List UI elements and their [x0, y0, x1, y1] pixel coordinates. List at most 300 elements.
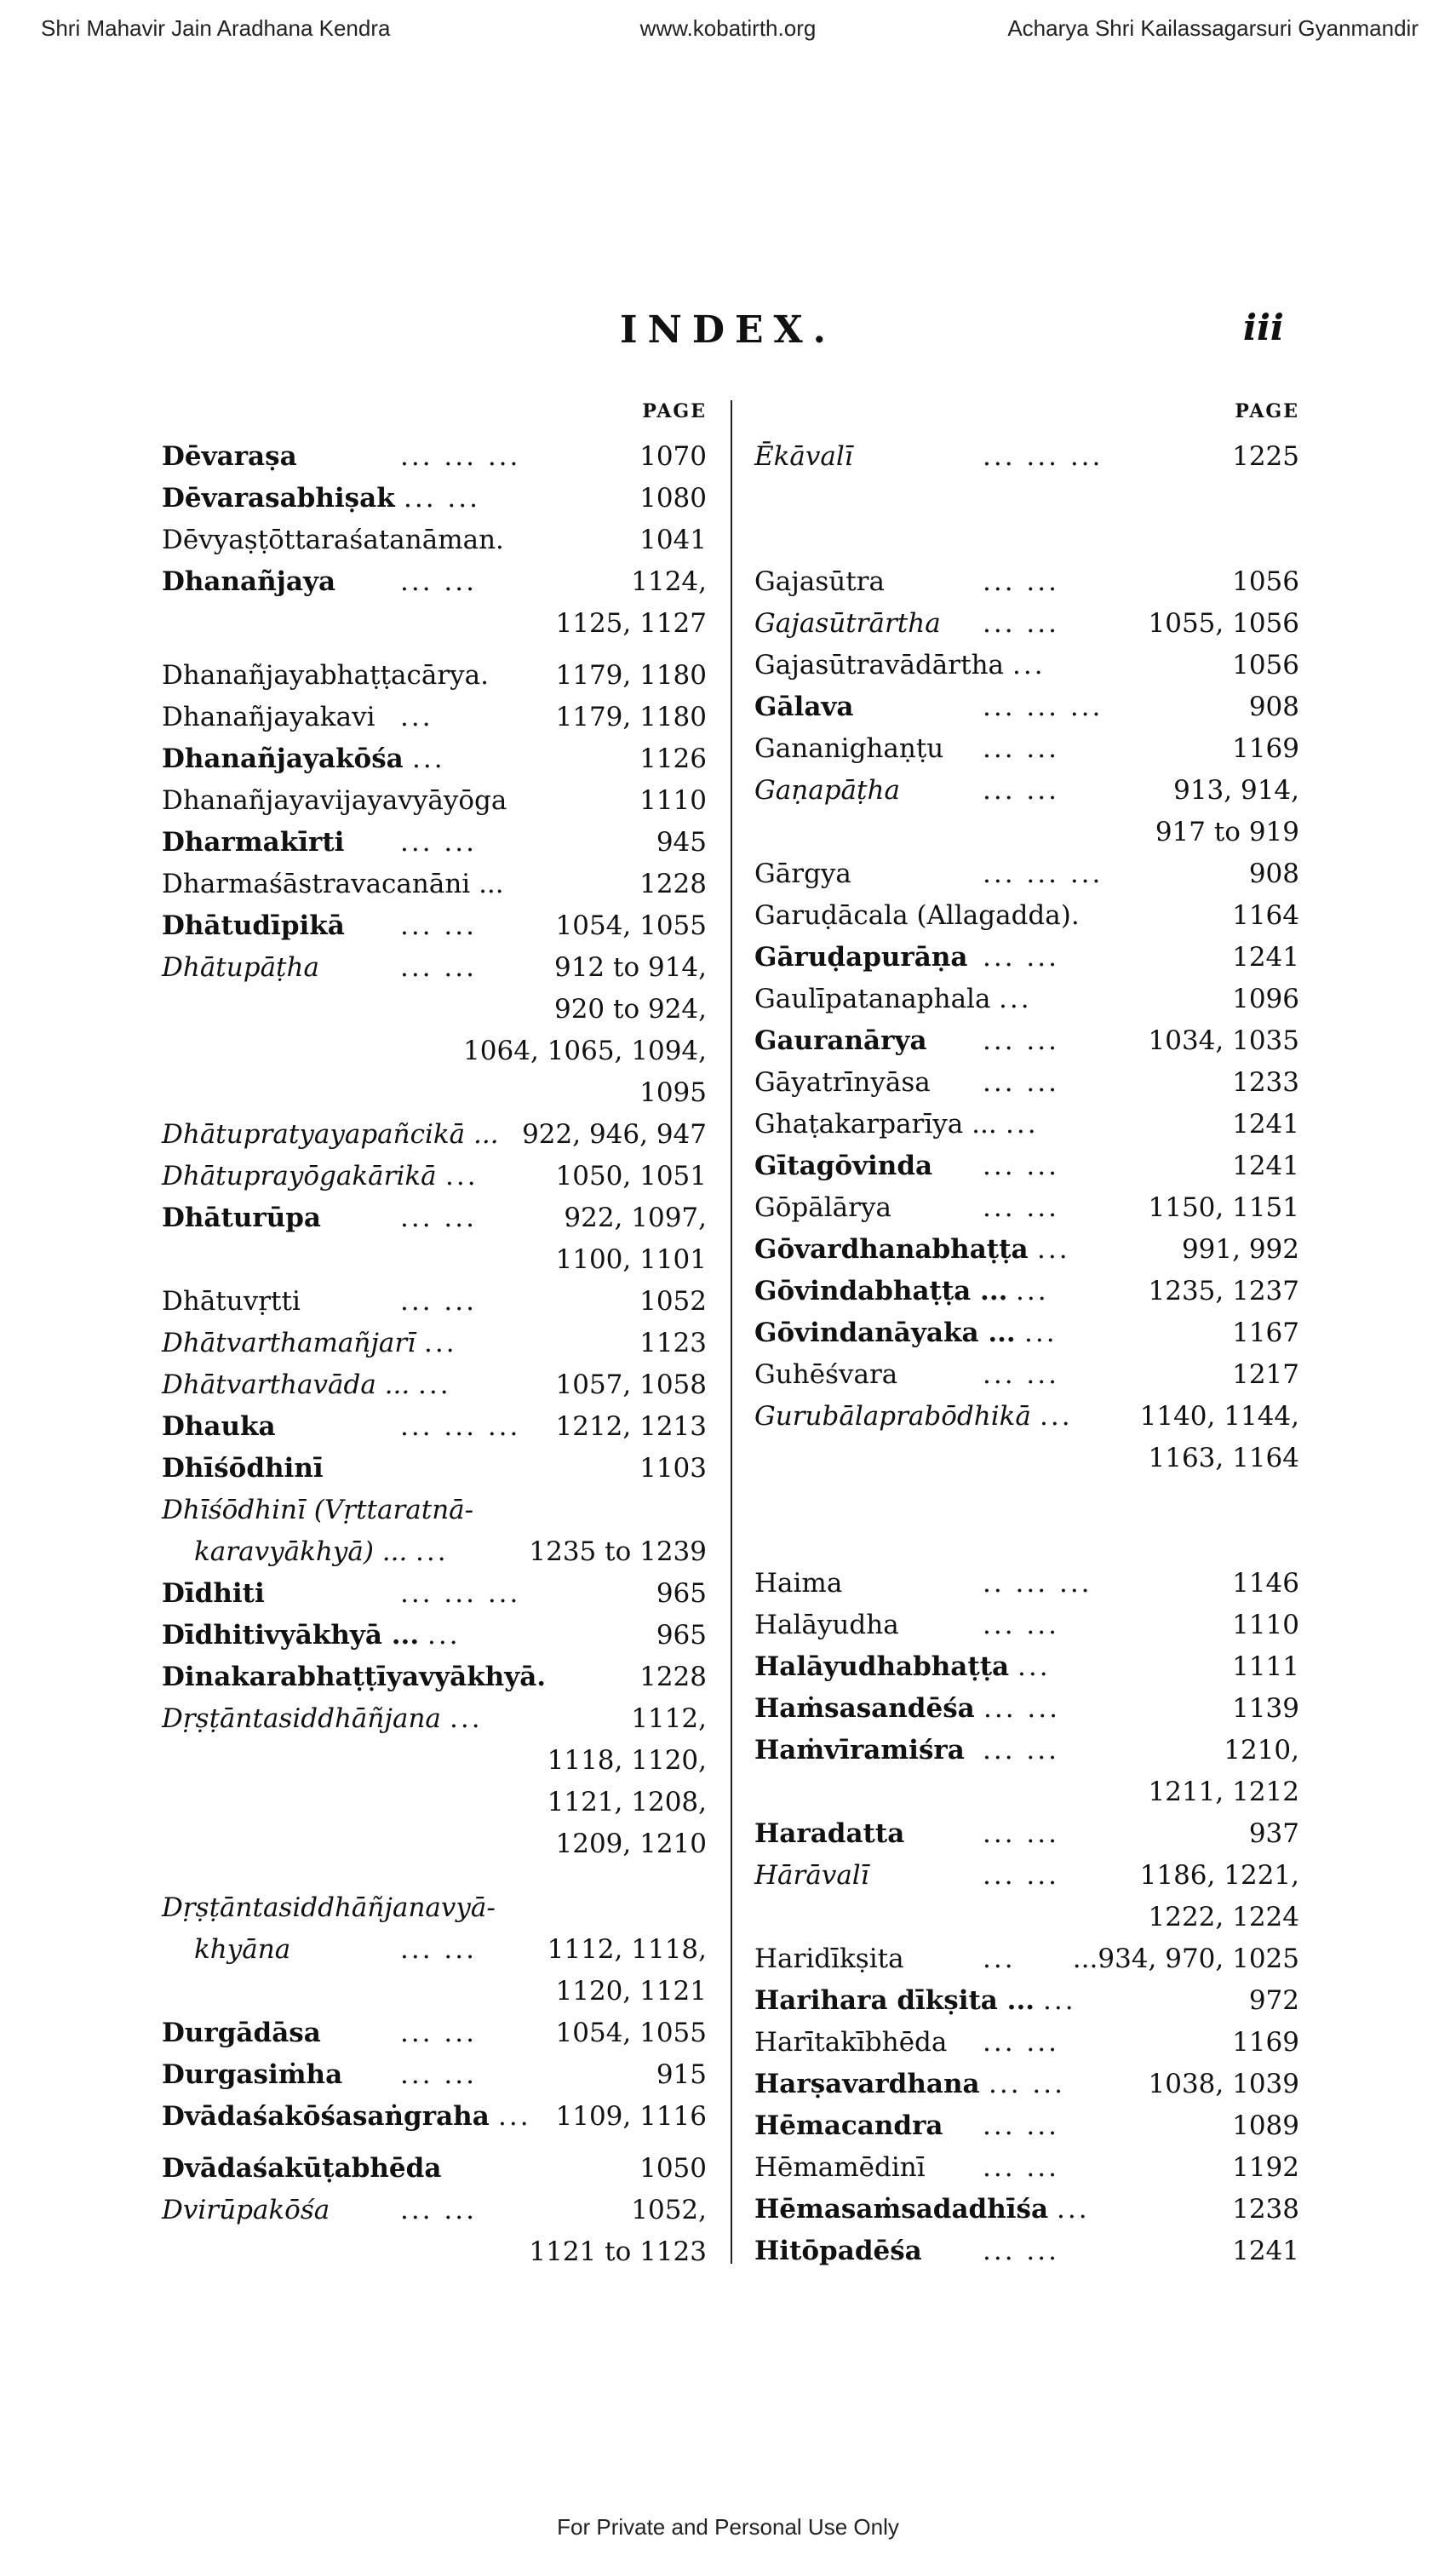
page-reference: 1121 to 1123: [529, 2236, 707, 2267]
index-entry: [162, 1698, 707, 1865]
page-references: [639, 864, 707, 905]
index-term: Dharmakīrti: [162, 827, 345, 858]
index-entry: [754, 603, 1299, 645]
page-references: [529, 1531, 707, 1573]
page-references: [639, 780, 707, 822]
leader-dots: ... ... ...: [983, 441, 1103, 472]
leader-dots: ... ...: [983, 1860, 1059, 1891]
index-term: Ghaṭakarparīya ...: [754, 1109, 997, 1140]
index-list-right: [754, 436, 1299, 2272]
index-entry: [754, 1229, 1299, 1271]
index-entry: [754, 1187, 1299, 1229]
page-reference: 1055, 1056: [1148, 608, 1299, 639]
page-reference: 1123: [639, 1328, 707, 1358]
index-term: Gāruḍapurāṇa: [754, 942, 968, 973]
page-reference: 1089: [1232, 2110, 1299, 2141]
leader-dots: ... ...: [983, 1735, 1059, 1766]
source-banner: [0, 12, 1456, 49]
index-entry: [162, 1448, 707, 1490]
page-references: [1232, 2022, 1299, 2064]
page-reference: 1211, 1212: [1148, 1777, 1299, 1807]
index-term: Dhanañjayabhaṭṭacārya.: [162, 660, 490, 691]
index-entry: [754, 728, 1299, 770]
page-references: [1232, 2231, 1299, 2272]
page-reference: 1241: [1232, 2236, 1299, 2266]
page-reference: 920 to 924,: [553, 994, 707, 1025]
index-entry: [162, 1197, 707, 1281]
page-reference: 1124,: [631, 566, 707, 597]
leader-dots: ...: [1024, 1318, 1058, 1348]
index-column-left: [162, 400, 707, 2273]
index-entry: [754, 2231, 1299, 2272]
index-term: Dṛṣṭāntasiddhāñjanavyā-: [162, 1892, 496, 1923]
index-term: Gurubālaprabōdhikā: [754, 1401, 1031, 1432]
page-references: [656, 822, 707, 864]
index-entry: [754, 2105, 1299, 2147]
page-reference: 1126: [639, 744, 707, 774]
leader-dots: ...: [424, 1328, 457, 1358]
index-term: Hēmamēdinī: [754, 2152, 926, 2183]
page-references: [1232, 1563, 1299, 1605]
leader-dots: ... ...: [400, 1203, 477, 1233]
index-entry: [162, 1929, 707, 2012]
index-entry: [754, 1020, 1299, 1062]
leader-dots: ... ...: [989, 2069, 1065, 2099]
page-reference: 1164: [1232, 900, 1299, 931]
page-reference: 1217: [1232, 1359, 1299, 1390]
page-reference: 1241: [1232, 942, 1299, 973]
page-column-heading: PAGE: [642, 400, 707, 422]
page-reference: 1179, 1180: [555, 702, 707, 732]
page-reference: 1052,: [631, 2195, 707, 2225]
index-term: Dhātudīpikā: [162, 910, 345, 941]
page-references: [1232, 937, 1299, 979]
index-entry: [162, 1364, 707, 1406]
leader-dots: ...: [1043, 1985, 1076, 2016]
index-term: Garuḍācala (Allagadda).: [754, 900, 1080, 931]
page-reference: 1057, 1058: [555, 1369, 707, 1400]
index-term: Ēkāvalī: [754, 441, 853, 472]
leader-dots: ...: [1040, 1401, 1073, 1432]
index-entry: [754, 561, 1299, 603]
index-entry: [754, 1104, 1299, 1145]
index-entry: [754, 1813, 1299, 1855]
page-reference: 1054, 1055: [555, 910, 707, 941]
index-entry: [162, 822, 707, 864]
index-entry: [162, 2096, 707, 2138]
index-term: Gītagōvinda: [754, 1151, 933, 1181]
page-references: [1155, 770, 1299, 853]
index-term: Dhātuprayōgakārikā: [162, 1161, 437, 1191]
index-term: Dīdhiti: [162, 1578, 265, 1609]
index-term: Gajasūtra: [754, 566, 885, 597]
index-entry: [162, 1323, 707, 1364]
page-references: [1249, 1980, 1299, 2022]
page-reference: 1139: [1232, 1693, 1299, 1724]
index-entry: [754, 1980, 1299, 2022]
index-term: Gālava: [754, 692, 854, 722]
index-entry: [754, 1563, 1299, 1605]
index-entry: [754, 436, 1299, 478]
page-reference: 1228: [639, 869, 707, 899]
page-reference: 1070: [639, 441, 707, 472]
leader-dots: ... ... ...: [983, 692, 1103, 722]
leader-dots: ... ...: [983, 1067, 1059, 1098]
leader-dots: ...: [1012, 650, 1046, 680]
page-reference: 922, 1097,: [564, 1203, 707, 1233]
page-references: [639, 436, 707, 478]
leader-dots: ... ...: [983, 733, 1059, 764]
page-reference: 908: [1248, 858, 1299, 889]
page-reference: 1120, 1121: [555, 1976, 707, 2007]
page-references: [1232, 561, 1299, 603]
page-number: iii: [1243, 307, 1284, 348]
index-entry: [754, 686, 1299, 728]
page-references: [656, 1615, 707, 1656]
index-entry: [162, 1531, 707, 1573]
index-entry: [754, 1688, 1299, 1730]
index-term: Halāyudhabhaṭṭa: [754, 1651, 1010, 1682]
page-reference: 1056: [1232, 650, 1299, 680]
page-reference: 1054, 1055: [555, 2018, 707, 2048]
leader-dots: ... ...: [983, 942, 1059, 973]
index-term: Harītakībhēda: [754, 2027, 948, 2058]
index-term: Dhīśōdhinī (Vṛttaratnā-: [162, 1495, 474, 1525]
page-reference: 1192: [1232, 2152, 1299, 2183]
leader-dots: ... ...: [983, 2236, 1059, 2266]
leader-dots: ... ...: [983, 2152, 1059, 2183]
index-term: Gajasūtrārtha: [754, 608, 941, 639]
page-references: [639, 478, 707, 520]
page-references: [1149, 1020, 1300, 1062]
index-term: Haradatta: [754, 1818, 905, 1849]
index-entry: [162, 697, 707, 738]
page-reference: 1146: [1232, 1568, 1299, 1599]
index-term: Dhanañjaya: [162, 566, 336, 597]
page-reference: 1038, 1039: [1148, 2069, 1299, 2099]
leader-dots: ... ...: [404, 483, 480, 514]
index-entry: [754, 2189, 1299, 2231]
index-entry: [162, 738, 707, 780]
page-references: [1182, 1229, 1299, 1271]
index-term: Dhanañjayakavi: [162, 702, 375, 732]
page-reference: 1186, 1221,: [1139, 1860, 1299, 1891]
index-term: Dhanañjayakōśa: [162, 744, 404, 774]
index-term: Dhāturūpa: [162, 1203, 321, 1233]
index-term: Dṛṣṭāntasiddhāñjana: [162, 1703, 441, 1734]
page-reference: 1080: [639, 483, 707, 514]
index-term: Gōvardhanabhaṭṭa: [754, 1234, 1029, 1265]
leader-dots: ...: [418, 1369, 451, 1400]
leader-dots: ... ...: [400, 2195, 477, 2225]
page-reference: 965: [656, 1578, 707, 1609]
index-entry: [162, 905, 707, 947]
column-divider: [731, 400, 732, 2264]
index-entry: [162, 2054, 707, 2096]
page-reference: 1235 to 1239: [529, 1536, 707, 1567]
page-reference: 1103: [639, 1453, 707, 1484]
page-reference: 1111: [1232, 1651, 1299, 1682]
index-entry: [754, 1938, 1299, 1980]
index-entry: [754, 895, 1299, 937]
page-reference: ...934, 970, 1025: [1072, 1944, 1299, 1974]
index-term: Hitōpadēśa: [754, 2236, 922, 2266]
index-entry: [754, 937, 1299, 979]
index-entry: [754, 1605, 1299, 1646]
index-entry: [754, 853, 1299, 895]
leader-dots: ... ... ...: [400, 1411, 521, 1442]
banner-website-link[interactable]: www.kobatirth.org: [639, 15, 817, 41]
page-reference: 1238: [1232, 2194, 1299, 2225]
leader-dots: ... ...: [983, 566, 1059, 597]
page-references: [1232, 2189, 1299, 2231]
leader-dots: ... ...: [400, 1286, 477, 1317]
index-term: Dhātvarthamañjarī: [162, 1328, 416, 1358]
page-reference: 1118, 1120,: [547, 1745, 707, 1776]
index-entry: [162, 947, 707, 1114]
index-entry: [162, 1656, 707, 1698]
page-references: [1232, 1312, 1299, 1354]
index-term: Dharmaśāstravacanāni ...: [162, 869, 504, 899]
page-references: [1232, 979, 1299, 1020]
leader-dots: ... ...: [983, 775, 1059, 806]
index-term: Haṁvīramiśra: [754, 1735, 965, 1766]
index-entry: [754, 1354, 1299, 1396]
page-reference: 1241: [1232, 1109, 1299, 1140]
index-term: Gaṇapāṭha: [754, 775, 900, 806]
index-entry: [162, 1887, 707, 1929]
page-reference: 1056: [1232, 566, 1299, 597]
index-entry: [162, 2012, 707, 2054]
page-reference: 1112,: [631, 1703, 707, 1734]
page-reference: 1163, 1164: [1148, 1443, 1299, 1473]
page-reference: 1100, 1101: [555, 1244, 707, 1275]
page-reference: 1034, 1035: [1148, 1025, 1299, 1056]
index-term: Guhēśvara: [754, 1359, 898, 1390]
index-entry: [754, 2064, 1299, 2105]
page-reference: 1209, 1210: [555, 1829, 707, 1859]
page-references: [1140, 1855, 1299, 1938]
index-entry: [162, 520, 707, 561]
page-references: [1232, 1605, 1299, 1646]
leader-dots: ... ...: [983, 1151, 1059, 1181]
page-reference: 1228: [639, 1662, 707, 1692]
leader-dots: ... ...: [983, 2110, 1059, 2141]
index-entry: [162, 1573, 707, 1615]
page-reference: 1169: [1232, 2027, 1299, 2058]
banner-right-text: Acharya Shri Kailassagarsuri Gyanmandir: [1007, 15, 1419, 41]
index-entry: [754, 1646, 1299, 1688]
page-column-heading: PAGE: [1235, 400, 1299, 422]
index-entry: [162, 478, 707, 520]
index-entry: [162, 436, 707, 478]
page-references: [639, 738, 707, 780]
leader-dots: ... ...: [400, 910, 477, 941]
page-references: [639, 1656, 707, 1698]
page-references: [639, 1281, 707, 1323]
index-term: Harṣavardhana: [754, 2069, 980, 2099]
leader-dots: ... ...: [983, 1025, 1059, 1056]
page-references: [639, 2148, 707, 2190]
leader-dots: ... ...: [400, 566, 477, 597]
index-term: Durgādāsa: [162, 2018, 321, 2048]
index-term: Durgasiṁha: [162, 2059, 343, 2090]
leader-dots: ... ...: [983, 1610, 1059, 1640]
page-reference: 1233: [1232, 1067, 1299, 1098]
page-reference: 1241: [1232, 1151, 1299, 1181]
index-term: Dhātvarthavāda ...: [162, 1369, 410, 1400]
page-references: [529, 2190, 707, 2273]
page-references: [1149, 603, 1300, 645]
index-term: Dhātupāṭha: [162, 952, 319, 983]
index-entry: [754, 1271, 1299, 1312]
page-reference: 937: [1248, 1818, 1299, 1849]
leader-dots: ...: [445, 1161, 479, 1191]
page-reference: 1222, 1224: [1148, 1902, 1299, 1932]
page-reference: 1210,: [1224, 1735, 1299, 1766]
leader-dots: ... ...: [983, 1693, 1060, 1724]
index-term: Harihara dīkṣita ...: [754, 1985, 1035, 2016]
index-term: Dhātuvṛtti: [162, 1286, 301, 1317]
page-references: [1232, 895, 1299, 937]
index-term: Haridīkṣita: [754, 1944, 904, 1974]
index-entry: [162, 864, 707, 905]
page-references: [463, 947, 707, 1114]
page-references: [1232, 728, 1299, 770]
page-references: [1232, 2105, 1299, 2147]
page-reference: 1109, 1116: [555, 2101, 707, 2132]
page-reference: 1167: [1232, 1318, 1299, 1348]
page-references: [1232, 1104, 1299, 1145]
page-references: [1249, 686, 1299, 728]
index-entry: [754, 1312, 1299, 1354]
leader-dots: ... ...: [983, 1192, 1059, 1223]
index-term: Hēmacandra: [754, 2110, 943, 2141]
page-reference: 1225: [1232, 441, 1299, 472]
page-reference: 912 to 914,: [553, 952, 707, 983]
leader-dots: ...: [498, 2101, 531, 2132]
index-term: Gāyatrīnyāsa: [754, 1067, 931, 1098]
page-references: [1232, 1688, 1299, 1730]
page-references: [556, 1364, 708, 1406]
index-entry: [754, 645, 1299, 686]
page-references: [522, 1114, 707, 1156]
index-term: Gaulīpatanaphala: [754, 984, 991, 1014]
page-references: [1149, 1730, 1300, 1813]
index-term: Dinakarabhaṭṭīyavyākhyā.: [162, 1662, 547, 1692]
page-references: [1073, 1938, 1299, 1980]
page-references: [1149, 1187, 1300, 1229]
page-reference: 1095: [639, 1077, 707, 1108]
index-list-left: [162, 436, 707, 2273]
leader-dots: ...: [427, 1620, 461, 1651]
page-reference: 1096: [1232, 984, 1299, 1014]
page-reference: 1125, 1127: [555, 608, 707, 639]
index-term: Dvirūpakōśa: [162, 2195, 330, 2225]
page-reference: 1110: [1232, 1610, 1299, 1640]
leader-dots: ...: [999, 984, 1032, 1014]
index-entry: [162, 1615, 707, 1656]
footer-note: For Private and Personal Use Only: [557, 2514, 899, 2540]
index-term: Gārgya: [754, 858, 851, 889]
index-term: Hārāvalī: [754, 1860, 869, 1891]
page-reference: 917 to 919: [1155, 817, 1299, 847]
page-references: [556, 2012, 708, 2054]
index-term: Gōvindanāyaka ...: [754, 1318, 1016, 1348]
page-reference: 991, 992: [1181, 1234, 1299, 1265]
index-term: Dēvyaṣṭōttaraśatanāman.: [162, 525, 504, 555]
page-references: [1149, 2064, 1300, 2105]
index-term: Gajasūtravādārtha: [754, 650, 1005, 680]
page-references: [1249, 1813, 1299, 1855]
page-reference: 965: [656, 1620, 707, 1651]
page-reference: 1041: [639, 525, 707, 555]
index-term: Gauranārya: [754, 1025, 927, 1056]
index-entry: [162, 2148, 707, 2190]
page-references: [656, 1573, 707, 1615]
page-references: [639, 1323, 707, 1364]
page-references: [1232, 645, 1299, 686]
index-term: Haṁsasandēśa: [754, 1693, 975, 1724]
leader-dots: ... ...: [983, 2027, 1059, 2058]
index-term: khyāna: [194, 1934, 291, 1965]
leader-dots: .. ... ...: [983, 1568, 1092, 1599]
leader-dots: ...: [450, 1703, 483, 1734]
page-reference: 915: [656, 2059, 707, 2090]
index-column-right: [754, 400, 1299, 2272]
index-entry: [754, 1062, 1299, 1104]
index-entry: [754, 1855, 1299, 1938]
leader-dots: ...: [400, 702, 433, 732]
page-reference: 1150, 1151: [1148, 1192, 1299, 1223]
page-references: [639, 1448, 707, 1490]
index-entry: [754, 770, 1299, 853]
index-entry: [162, 2190, 707, 2273]
leader-dots: ... ...: [400, 827, 477, 858]
page-references: [547, 1929, 707, 2012]
page-references: [547, 1698, 707, 1865]
page-references: [1232, 436, 1299, 478]
leader-dots: ...: [1016, 1276, 1049, 1306]
leader-dots: ... ... ...: [400, 441, 521, 472]
index-entry: [162, 1114, 707, 1156]
index-entry: [162, 1156, 707, 1197]
leader-dots: ... ...: [983, 608, 1059, 639]
index-term: Dhātupratyayapañcikā ...: [162, 1119, 499, 1150]
page-reference: 1212, 1213: [555, 1411, 707, 1442]
index-term: karavyākhyā) ...: [194, 1536, 408, 1567]
leader-dots: ... ...: [983, 1359, 1059, 1390]
page-reference: 913, 914,: [1173, 775, 1299, 806]
index-term: Dhauka: [162, 1411, 276, 1442]
page-references: [1140, 1396, 1299, 1479]
leader-dots: ... ... ...: [983, 858, 1103, 889]
leader-dots: ...: [1057, 2194, 1090, 2225]
page-reference: 1112, 1118,: [547, 1934, 707, 1965]
page-reference: 1179, 1180: [555, 660, 707, 691]
leader-dots: ...: [983, 1944, 1016, 1974]
index-term: Gananighaṇṭu: [754, 733, 944, 764]
index-term: Dēvaraṣa: [162, 441, 297, 472]
leader-dots: ...: [416, 1536, 449, 1567]
page-references: [1249, 853, 1299, 895]
page-reference: 1052: [639, 1286, 707, 1317]
page-references: [556, 561, 708, 645]
leader-dots: ...: [1017, 1651, 1051, 1682]
page-reference: 1110: [639, 785, 707, 816]
index-entry: [162, 655, 707, 697]
leader-dots: ...: [1037, 1234, 1070, 1265]
